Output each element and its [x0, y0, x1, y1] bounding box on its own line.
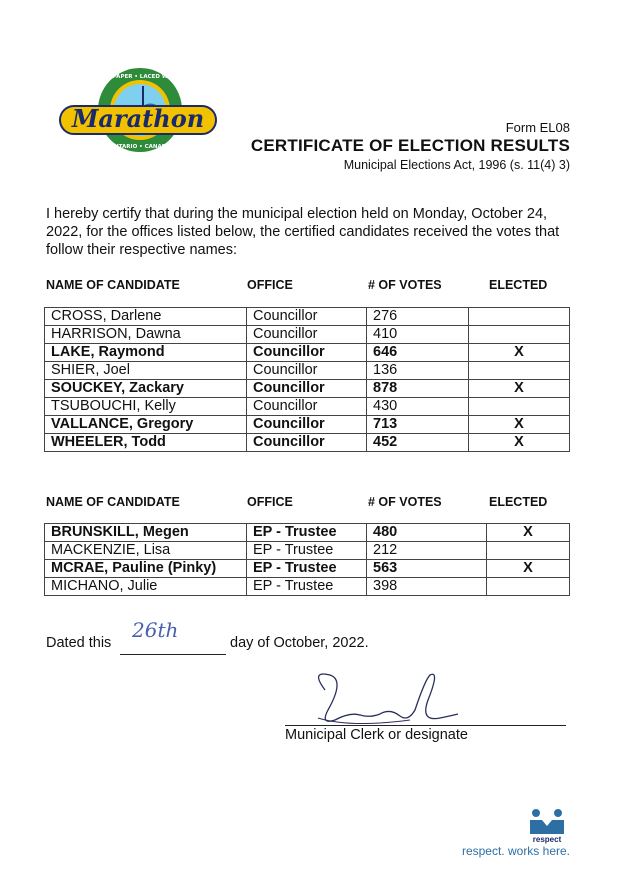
logo-ring-top: BUILT ON PAPER • LACED WITH GOLD: [82, 74, 198, 80]
office-cell: EP - Trustee: [247, 578, 367, 596]
dated-day-handwritten: 26th: [132, 618, 179, 642]
result-row: [45, 362, 570, 380]
votes-cell: 646: [367, 344, 469, 362]
result-row: [45, 560, 570, 578]
office-cell: EP - Trustee: [247, 542, 367, 560]
votes-cell: 452: [367, 434, 469, 452]
office-cell: Councillor: [247, 326, 367, 344]
signature-label: Municipal Clerk or designate: [285, 727, 468, 743]
form-id: Form EL08: [505, 120, 570, 135]
votes-cell: 430: [367, 398, 469, 416]
votes-cell: 398: [367, 578, 487, 596]
office-cell: Councillor: [247, 416, 367, 434]
office-cell: Councillor: [247, 434, 367, 452]
col-header-votes: # OF VOTES: [368, 278, 442, 292]
elected-cell: [487, 542, 570, 560]
votes-cell: 713: [367, 416, 469, 434]
col-header-elected-2: ELECTED: [489, 495, 548, 509]
elected-cell: X: [487, 524, 570, 542]
signature-line: [285, 725, 566, 726]
col-header-office-2: OFFICE: [247, 495, 293, 509]
candidate-name: TSUBOUCHI, Kelly: [45, 398, 247, 416]
result-row: [45, 542, 570, 560]
elected-cell: [469, 362, 570, 380]
candidate-name: SHIER, Joel: [45, 362, 247, 380]
office-cell: EP - Trustee: [247, 524, 367, 542]
result-row: [45, 398, 570, 416]
votes-cell: 563: [367, 560, 487, 578]
elected-cell: [469, 326, 570, 344]
respect-logo: [526, 808, 568, 844]
col-header-votes-2: # OF VOTES: [368, 495, 442, 509]
votes-cell: 276: [367, 308, 469, 326]
dated-suffix: day of October, 2022.: [230, 635, 369, 651]
candidate-name: LAKE, Raymond: [45, 344, 247, 362]
votes-cell: 212: [367, 542, 487, 560]
elected-cell: X: [487, 560, 570, 578]
result-row: [45, 344, 570, 362]
dated-underline: [120, 654, 226, 655]
certification-statement: I hereby certify that during the municipal election held on Monday, October 24, 2022, for the offices listed below, the certified candidates received the votes that follow their respective names:: [46, 206, 560, 258]
certificate-title: CERTIFICATE OF ELECTION RESULTS: [250, 136, 570, 155]
office-cell: Councillor: [247, 308, 367, 326]
candidate-name: MACKENZIE, Lisa: [45, 542, 247, 560]
elected-cell: X: [469, 434, 570, 452]
candidate-name: HARRISON, Dawna: [45, 326, 247, 344]
elected-cell: X: [469, 380, 570, 398]
trustee-results-table: [44, 523, 570, 596]
result-row: [45, 416, 570, 434]
votes-cell: 136: [367, 362, 469, 380]
office-cell: Councillor: [247, 380, 367, 398]
candidate-name: BRUNSKILL, Megen: [45, 524, 247, 542]
office-cell: Councillor: [247, 362, 367, 380]
respect-tagline: respect. works here.: [461, 844, 570, 858]
logo-wordmark: Marathon: [71, 104, 205, 133]
elected-cell: [469, 398, 570, 416]
candidate-name: VALLANCE, Gregory: [45, 416, 247, 434]
col-header-name-2: NAME OF CANDIDATE: [46, 495, 180, 509]
result-row: [45, 326, 570, 344]
respect-brand: respect: [532, 835, 562, 844]
councillor-results-table: [44, 307, 570, 452]
col-header-elected: ELECTED: [489, 278, 548, 292]
office-cell: Councillor: [247, 398, 367, 416]
candidate-name: MICHANO, Julie: [45, 578, 247, 596]
votes-cell: 878: [367, 380, 469, 398]
result-row: [45, 434, 570, 452]
elected-cell: [469, 308, 570, 326]
elected-cell: X: [469, 416, 570, 434]
candidate-name: CROSS, Darlene: [45, 308, 247, 326]
votes-cell: 480: [367, 524, 487, 542]
col-header-name: NAME OF CANDIDATE: [46, 278, 180, 292]
candidate-name: SOUCKEY, Zackary: [45, 380, 247, 398]
certificate-subtitle: Municipal Elections Act, 1996 (s. 11(4) 3): [343, 158, 570, 172]
result-row: [45, 308, 570, 326]
col-header-office: OFFICE: [247, 278, 293, 292]
elected-cell: [487, 578, 570, 596]
logo-ring-bottom: ONTARIO • CANADA: [109, 144, 171, 150]
votes-cell: 410: [367, 326, 469, 344]
result-row: [45, 578, 570, 596]
result-row: [45, 524, 570, 542]
clerk-signature: [290, 670, 460, 730]
elected-cell: X: [469, 344, 570, 362]
candidate-name: WHEELER, Todd: [45, 434, 247, 452]
office-cell: EP - Trustee: [247, 560, 367, 578]
dated-prefix: Dated this: [46, 635, 112, 651]
candidate-name: MCRAE, Pauline (Pinky): [45, 560, 247, 578]
marathon-logo: [58, 64, 218, 164]
result-row: [45, 380, 570, 398]
office-cell: Councillor: [247, 344, 367, 362]
